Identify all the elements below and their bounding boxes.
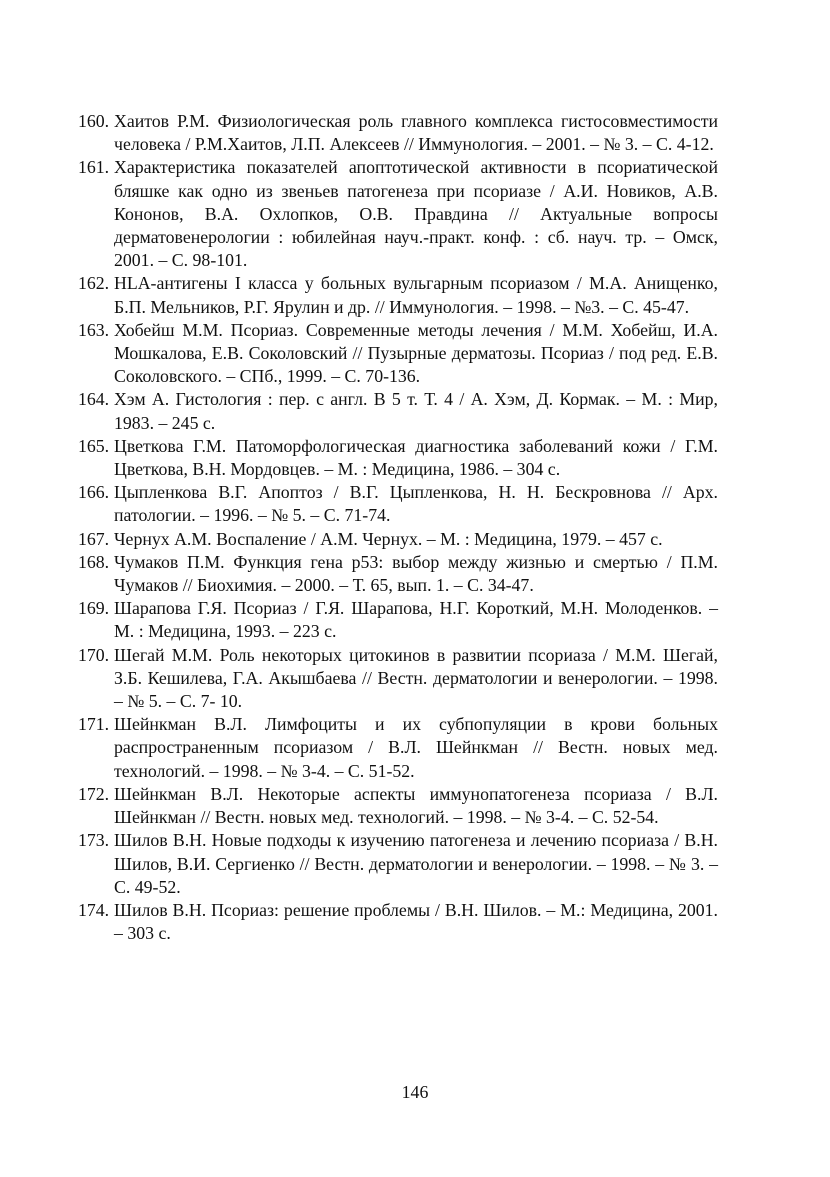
reference-text: Шилов В.Н. Новые подходы к изучению патогенеза и лечению псориаза / В.Н. Шилов, В.И. Сергиенко // Вестн. дерматологии и венерологии. – 1998. – № 3. – С. 49-52. — [114, 830, 718, 897]
reference-item — [78, 644, 718, 714]
reference-number: 162. — [78, 273, 110, 294]
reference-text: Шарапова Г.Я. Псориаз / Г.Я. Шарапова, Н.Г. Короткий, М.Н. Молоденков. – М. : Медицина, 1993. – 223 с. — [114, 598, 718, 642]
reference-text: Хобейш М.М. Псориаз. Современные методы лечения / М.М. Хобейш, И.А. Мошкалова, Е.В. Соколовский // Пузырные дерматозы. Псориаз / под ред. Е.В. Соколовского. – СПб., 1999. – С. 70-136. — [114, 319, 718, 387]
reference-item — [78, 528, 718, 551]
page-number: 146 — [401, 1082, 429, 1102]
reference-number: 169. — [78, 598, 110, 619]
reference-number: 165. — [78, 435, 110, 456]
reference-text: Чернух А.М. Воспаление / А.М. Чернух. – М. : Медицина, 1979. – 457 с. — [114, 528, 663, 549]
reference-number: 173. — [78, 830, 110, 851]
reference-item — [78, 156, 718, 272]
reference-text: Шейнкман В.Л. Лимфоциты и их субпопуляции в крови больных распространенным псориазом / В.Л. Шейнкман // Вестн. новых мед. технологий. – 1998. – № 3-4. – С. 51-52. — [114, 714, 718, 781]
reference-item — [78, 597, 718, 643]
reference-text: Хэм А. Гистология : пер. с англ. В 5 т. Т. 4 / А. Хэм, Д. Кормак. – М. : Мир, 1983. – 245 с. — [114, 389, 718, 433]
reference-number: 161. — [78, 157, 110, 178]
reference-item — [78, 110, 718, 156]
reference-text: Хаитов Р.М. Физиологическая роль главного комплекса гистосовместимости человека / Р.М.Хаитов, Л.П. Алексеев // Иммунология. – 2001. – № 3. – С. 4-12. — [114, 111, 718, 155]
reference-item — [78, 551, 718, 597]
reference-number: 166. — [78, 482, 110, 503]
reference-number: 174. — [78, 899, 110, 920]
reference-number: 167. — [78, 528, 110, 549]
reference-item — [78, 713, 718, 783]
reference-number: 164. — [78, 389, 110, 410]
reference-text: Чумаков П.М. Функция гена p53: выбор между жизнью и смертью / П.М. Чумаков // Биохимия. – 2000. – Т. 65, вып. 1. – С. 34-47. — [114, 551, 718, 596]
reference-text: Шегай М.М. Роль некоторых цитокинов в развитии псориаза / М.М. Шегай, З.Б. Кешилева, Г.А. Акышбаева // Вестн. дерматологии и венерологии. – 1998. – № 5. – С. 7- 10. — [114, 644, 718, 712]
reference-item — [78, 481, 718, 527]
reference-text: Характеристика показателей апоптотической активности в псориатической бляшке как одно из звеньев патогенеза при псориазе / А.И. Новиков, А.В. Кононов, В.А. Охлопков, О.В. Правдина // Актуальные вопросы дерматовенерологии : юбилейная науч.-практ. конф. : сб. науч. тр. – Омск, 2001. – С. 98-101. — [114, 157, 718, 271]
reference-number: 163. — [78, 319, 110, 340]
reference-item — [78, 388, 718, 434]
reference-number: 170. — [78, 644, 110, 665]
reference-item — [78, 829, 718, 899]
reference-item — [78, 272, 718, 318]
reference-number: 168. — [78, 551, 110, 572]
reference-text: Шилов В.Н. Псориаз: решение проблемы / В.Н. Шилов. – М.: Медицина, 2001. – 303 с. — [114, 899, 718, 944]
reference-number: 172. — [78, 783, 110, 804]
reference-item — [78, 783, 718, 829]
reference-text: Шейнкман В.Л. Некоторые аспекты иммунопатогенеза псориаза / В.Л. Шейнкман // Вестн. новых мед. технологий. – 1998. – № 3-4. – С. 52-54. — [114, 783, 718, 828]
reference-text: Цыпленкова В.Г. Апоптоз / В.Г. Цыпленкова, Н. Н. Бескровнова // Арх. патологии. – 1996. – № 5. – С. 71-74. — [114, 482, 718, 526]
reference-number: 171. — [78, 714, 110, 735]
reference-text: HLA-антигены I класса у больных вульгарным псориазом / М.А. Анищенко, Б.П. Мельников, Р.Г. Ярулин и др. // Иммунология. – 1998. – №3. – С. 45-47. — [114, 273, 718, 317]
reference-item — [78, 899, 718, 945]
reference-number: 160. — [78, 111, 110, 131]
reference-item — [78, 435, 718, 481]
reference-text: Цветкова Г.М. Патоморфологическая диагностика заболеваний кожи / Г.М. Цветкова, В.Н. Мордовцев. – М. : Медицина, 1986. – 304 с. — [114, 435, 718, 480]
reference-item — [78, 319, 718, 389]
reference-list — [78, 110, 718, 945]
